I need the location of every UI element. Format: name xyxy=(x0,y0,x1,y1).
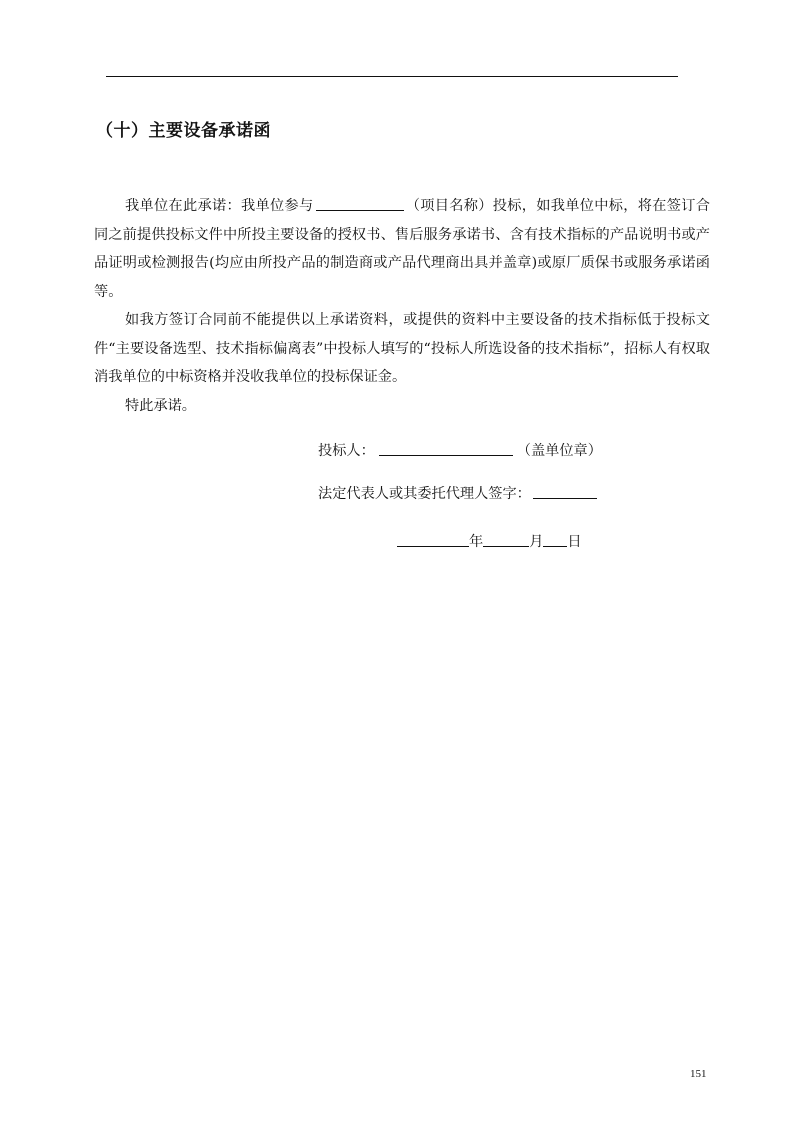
bidder-seal-note: （盖单位章） xyxy=(516,443,602,459)
bidder-label: 投标人： xyxy=(318,443,375,459)
representative-label: 法定代表人或其委托代理人签字： xyxy=(318,486,531,502)
day-blank[interactable] xyxy=(543,532,567,547)
representative-line xyxy=(318,483,597,503)
month-label: 月 xyxy=(529,534,544,550)
bidder-line xyxy=(318,440,602,460)
paragraph-1-lead: 我单位在此承诺：我单位参与 xyxy=(125,198,314,214)
paragraph-1 xyxy=(94,192,710,306)
year-blank[interactable] xyxy=(397,532,469,547)
paragraph-2: 如我方签订合同前不能提供以上承诺资料，或提供的资料中主要设备的技术指标低于投标文件“主要设备选型、技术指标偏离表”中投标人填写的“投标人所选设备的技术指标”，招标人有权取消我单位的中标资格并没收我单位的投标保证金。 xyxy=(94,312,710,385)
signature-blank[interactable] xyxy=(533,484,597,499)
paragraph-3: 特此承诺。 xyxy=(125,397,196,414)
day-label: 日 xyxy=(567,534,582,550)
date-line xyxy=(397,531,582,551)
year-label: 年 xyxy=(469,534,484,550)
commitment-body xyxy=(94,192,710,420)
section-title: （十）主要设备承诺函 xyxy=(96,121,271,141)
month-blank[interactable] xyxy=(483,532,529,547)
page-number: 151 xyxy=(690,1068,707,1080)
project-name-blank[interactable] xyxy=(316,196,404,211)
bidder-blank[interactable] xyxy=(379,441,513,456)
paragraph-1-rest: （项目名称）投标，如我单位中标，将在签订合同之前提供投标文件中所投主要设备的授权书、售后服务承诺书、含有技术指标的产品说明书或产品证明或检测报告(均应由所投产品的制造商或产品代理商出具并盖章)或原厂质保书或服务承诺函等。 xyxy=(94,198,710,300)
header-rule xyxy=(106,76,678,77)
